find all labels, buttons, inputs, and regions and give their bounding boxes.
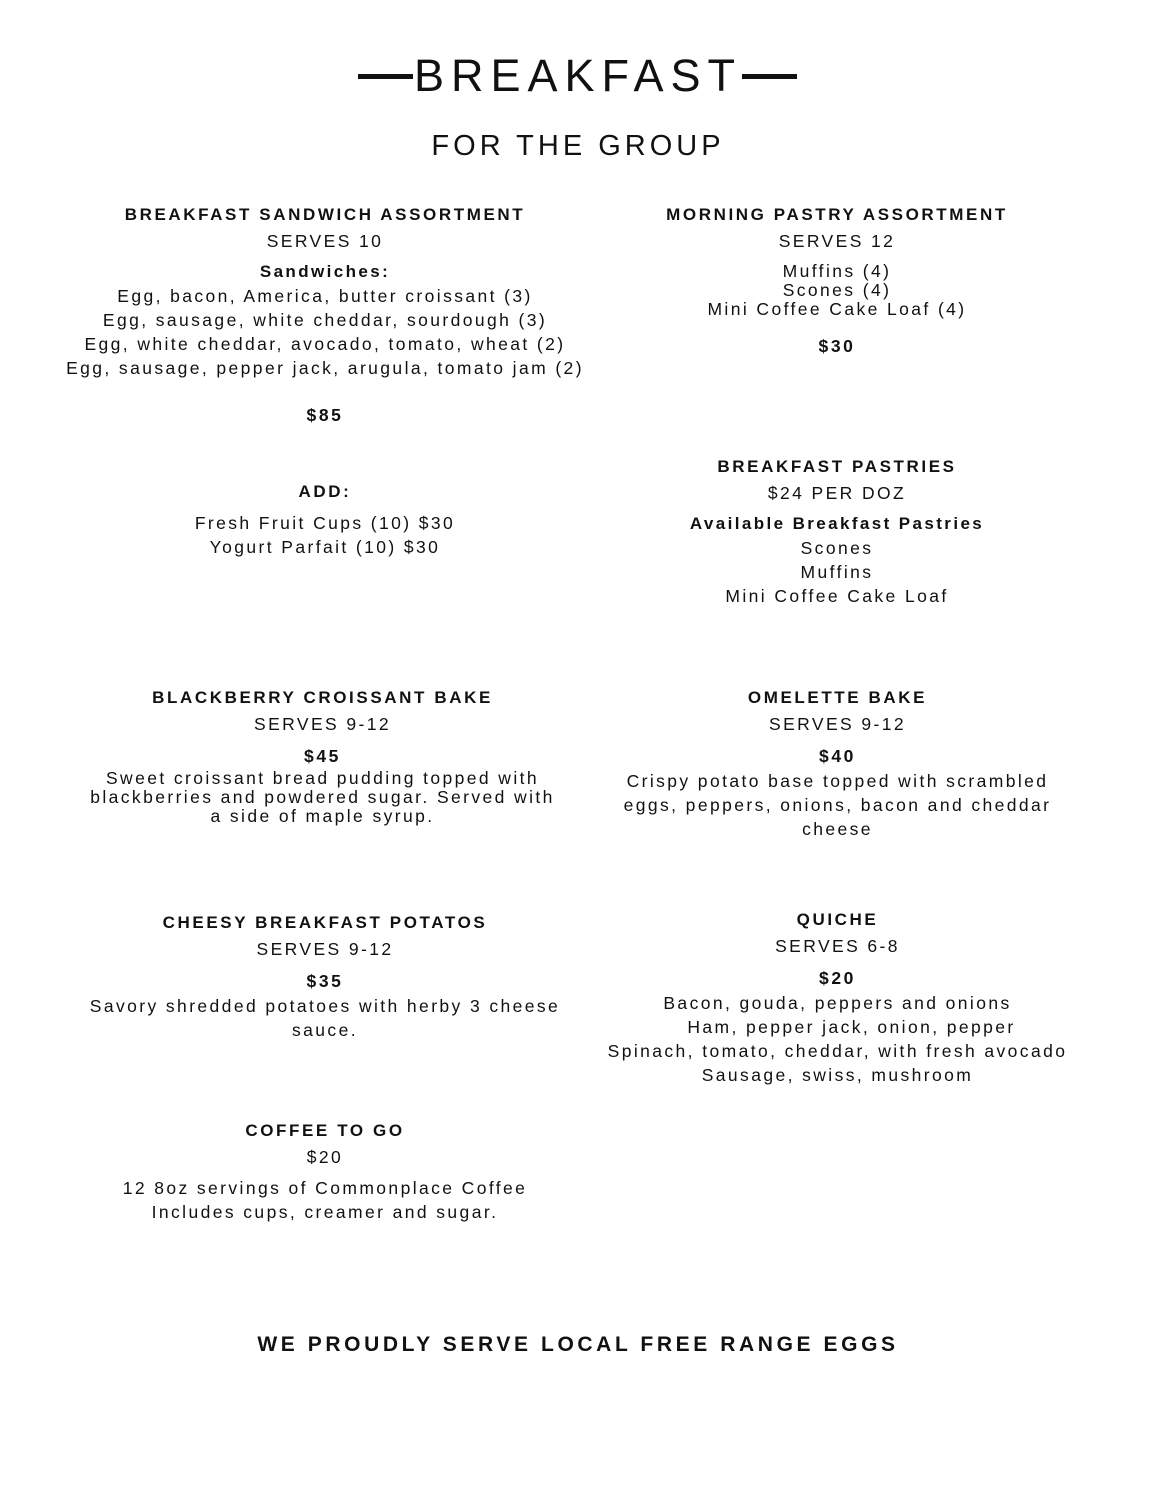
sandwich-serves: SERVES 10 <box>266 231 384 251</box>
potatoes-price: $35 <box>306 971 344 991</box>
coffee-section <box>30 1118 620 1224</box>
sandwich-item: Egg, white cheddar, avocado, tomato, wheat (2) <box>84 334 566 354</box>
coffee-heading: COFFEE TO GO <box>245 1121 405 1140</box>
breakfast-pastries-section <box>587 454 1087 608</box>
sandwich-price: $85 <box>306 405 344 425</box>
croissant-bake-description: blackberries and powdered sugar. Served with <box>90 787 555 807</box>
pastry-assortment-item: Scones (4) <box>782 280 892 300</box>
pastry-assortment-section <box>587 202 1087 359</box>
potatoes-description: Savory shredded potatoes with herby 3 cheese <box>89 996 561 1016</box>
quiche-item: Sausage, swiss, mushroom <box>701 1065 974 1085</box>
sandwich-item: Egg, sausage, white cheddar, sourdough (3) <box>102 310 548 330</box>
quiche-item: Ham, pepper jack, onion, pepper <box>687 1017 1016 1037</box>
pastry-assortment-item: Mini Coffee Cake Loaf (4) <box>707 299 967 319</box>
add-section <box>30 479 620 559</box>
quiche-serves: SERVES 6-8 <box>775 936 900 956</box>
omelette-bake-heading: OMELETTE BAKE <box>747 688 928 707</box>
omelette-bake-description: cheese <box>802 819 873 839</box>
breakfast-pastries-item: Scones <box>800 538 874 558</box>
pastry-assortment-heading: MORNING PASTRY ASSORTMENT <box>666 205 1008 224</box>
sandwich-item: Egg, sausage, pepper jack, arugula, tomato jam (2) <box>66 358 584 378</box>
page-subtitle: FOR THE GROUP <box>431 130 725 162</box>
omelette-bake-price: $40 <box>819 746 856 766</box>
breakfast-pastries-sub-heading: Available Breakfast Pastries <box>689 514 985 533</box>
croissant-bake-description: Sweet croissant bread pudding topped with <box>105 768 540 788</box>
title-dash-right <box>742 74 797 79</box>
add-item: Fresh Fruit Cups (10) $30 <box>194 513 456 533</box>
omelette-bake-serves: SERVES 9-12 <box>769 714 906 734</box>
quiche-heading: QUICHE <box>796 910 879 929</box>
add-heading: ADD: <box>298 482 352 501</box>
sandwich-heading: BREAKFAST SANDWICH ASSORTMENT <box>124 205 526 224</box>
add-item: Yogurt Parfait (10) $30 <box>209 537 441 557</box>
sandwich-item: Egg, bacon, America, butter croissant (3) <box>117 286 533 306</box>
omelette-bake-description: Crispy potato base topped with scrambled <box>626 771 1049 791</box>
footer-note: WE PROUDLY SERVE LOCAL FREE RANGE EGGS <box>257 1333 899 1356</box>
breakfast-pastries-item: Muffins <box>800 562 874 582</box>
page-title: BREAKFAST <box>413 50 743 101</box>
breakfast-pastries-price: $24 PER DOZ <box>767 483 907 503</box>
potatoes-description: sauce. <box>292 1020 358 1040</box>
sandwich-section <box>30 202 620 428</box>
breakfast-pastries-heading: BREAKFAST PASTRIES <box>717 457 957 476</box>
croissant-bake-serves: SERVES 9-12 <box>254 714 391 734</box>
potatoes-section <box>30 910 620 1042</box>
croissant-bake-price: $45 <box>304 746 341 766</box>
croissant-bake-description: a side of maple syrup. <box>210 806 435 826</box>
sandwich-sub-heading: Sandwiches: <box>259 262 391 281</box>
croissant-bake-section <box>30 685 615 826</box>
pastry-assortment-item: Muffins (4) <box>782 261 892 281</box>
quiche-item: Bacon, gouda, peppers and onions <box>663 993 1012 1013</box>
title-row <box>0 48 1156 108</box>
coffee-item: Includes cups, creamer and sugar. <box>151 1202 499 1222</box>
croissant-bake-heading: BLACKBERRY CROISSANT BAKE <box>152 688 493 707</box>
coffee-price: $20 <box>306 1147 344 1167</box>
quiche-section <box>580 907 1095 1087</box>
pastry-assortment-price: $30 <box>818 336 856 356</box>
potatoes-serves: SERVES 9-12 <box>256 939 394 959</box>
potatoes-heading: CHEESY BREAKFAST POTATOS <box>162 913 488 932</box>
pastry-assortment-serves: SERVES 12 <box>778 231 896 251</box>
coffee-item: 12 8oz servings of Commonplace Coffee <box>122 1178 528 1198</box>
omelette-bake-description: eggs, peppers, onions, bacon and cheddar <box>623 795 1052 815</box>
quiche-price: $20 <box>819 968 856 988</box>
omelette-bake-section <box>590 685 1085 841</box>
breakfast-pastries-item: Mini Coffee Cake Loaf <box>725 586 949 606</box>
quiche-item: Spinach, tomato, cheddar, with fresh avocado <box>607 1041 1068 1061</box>
